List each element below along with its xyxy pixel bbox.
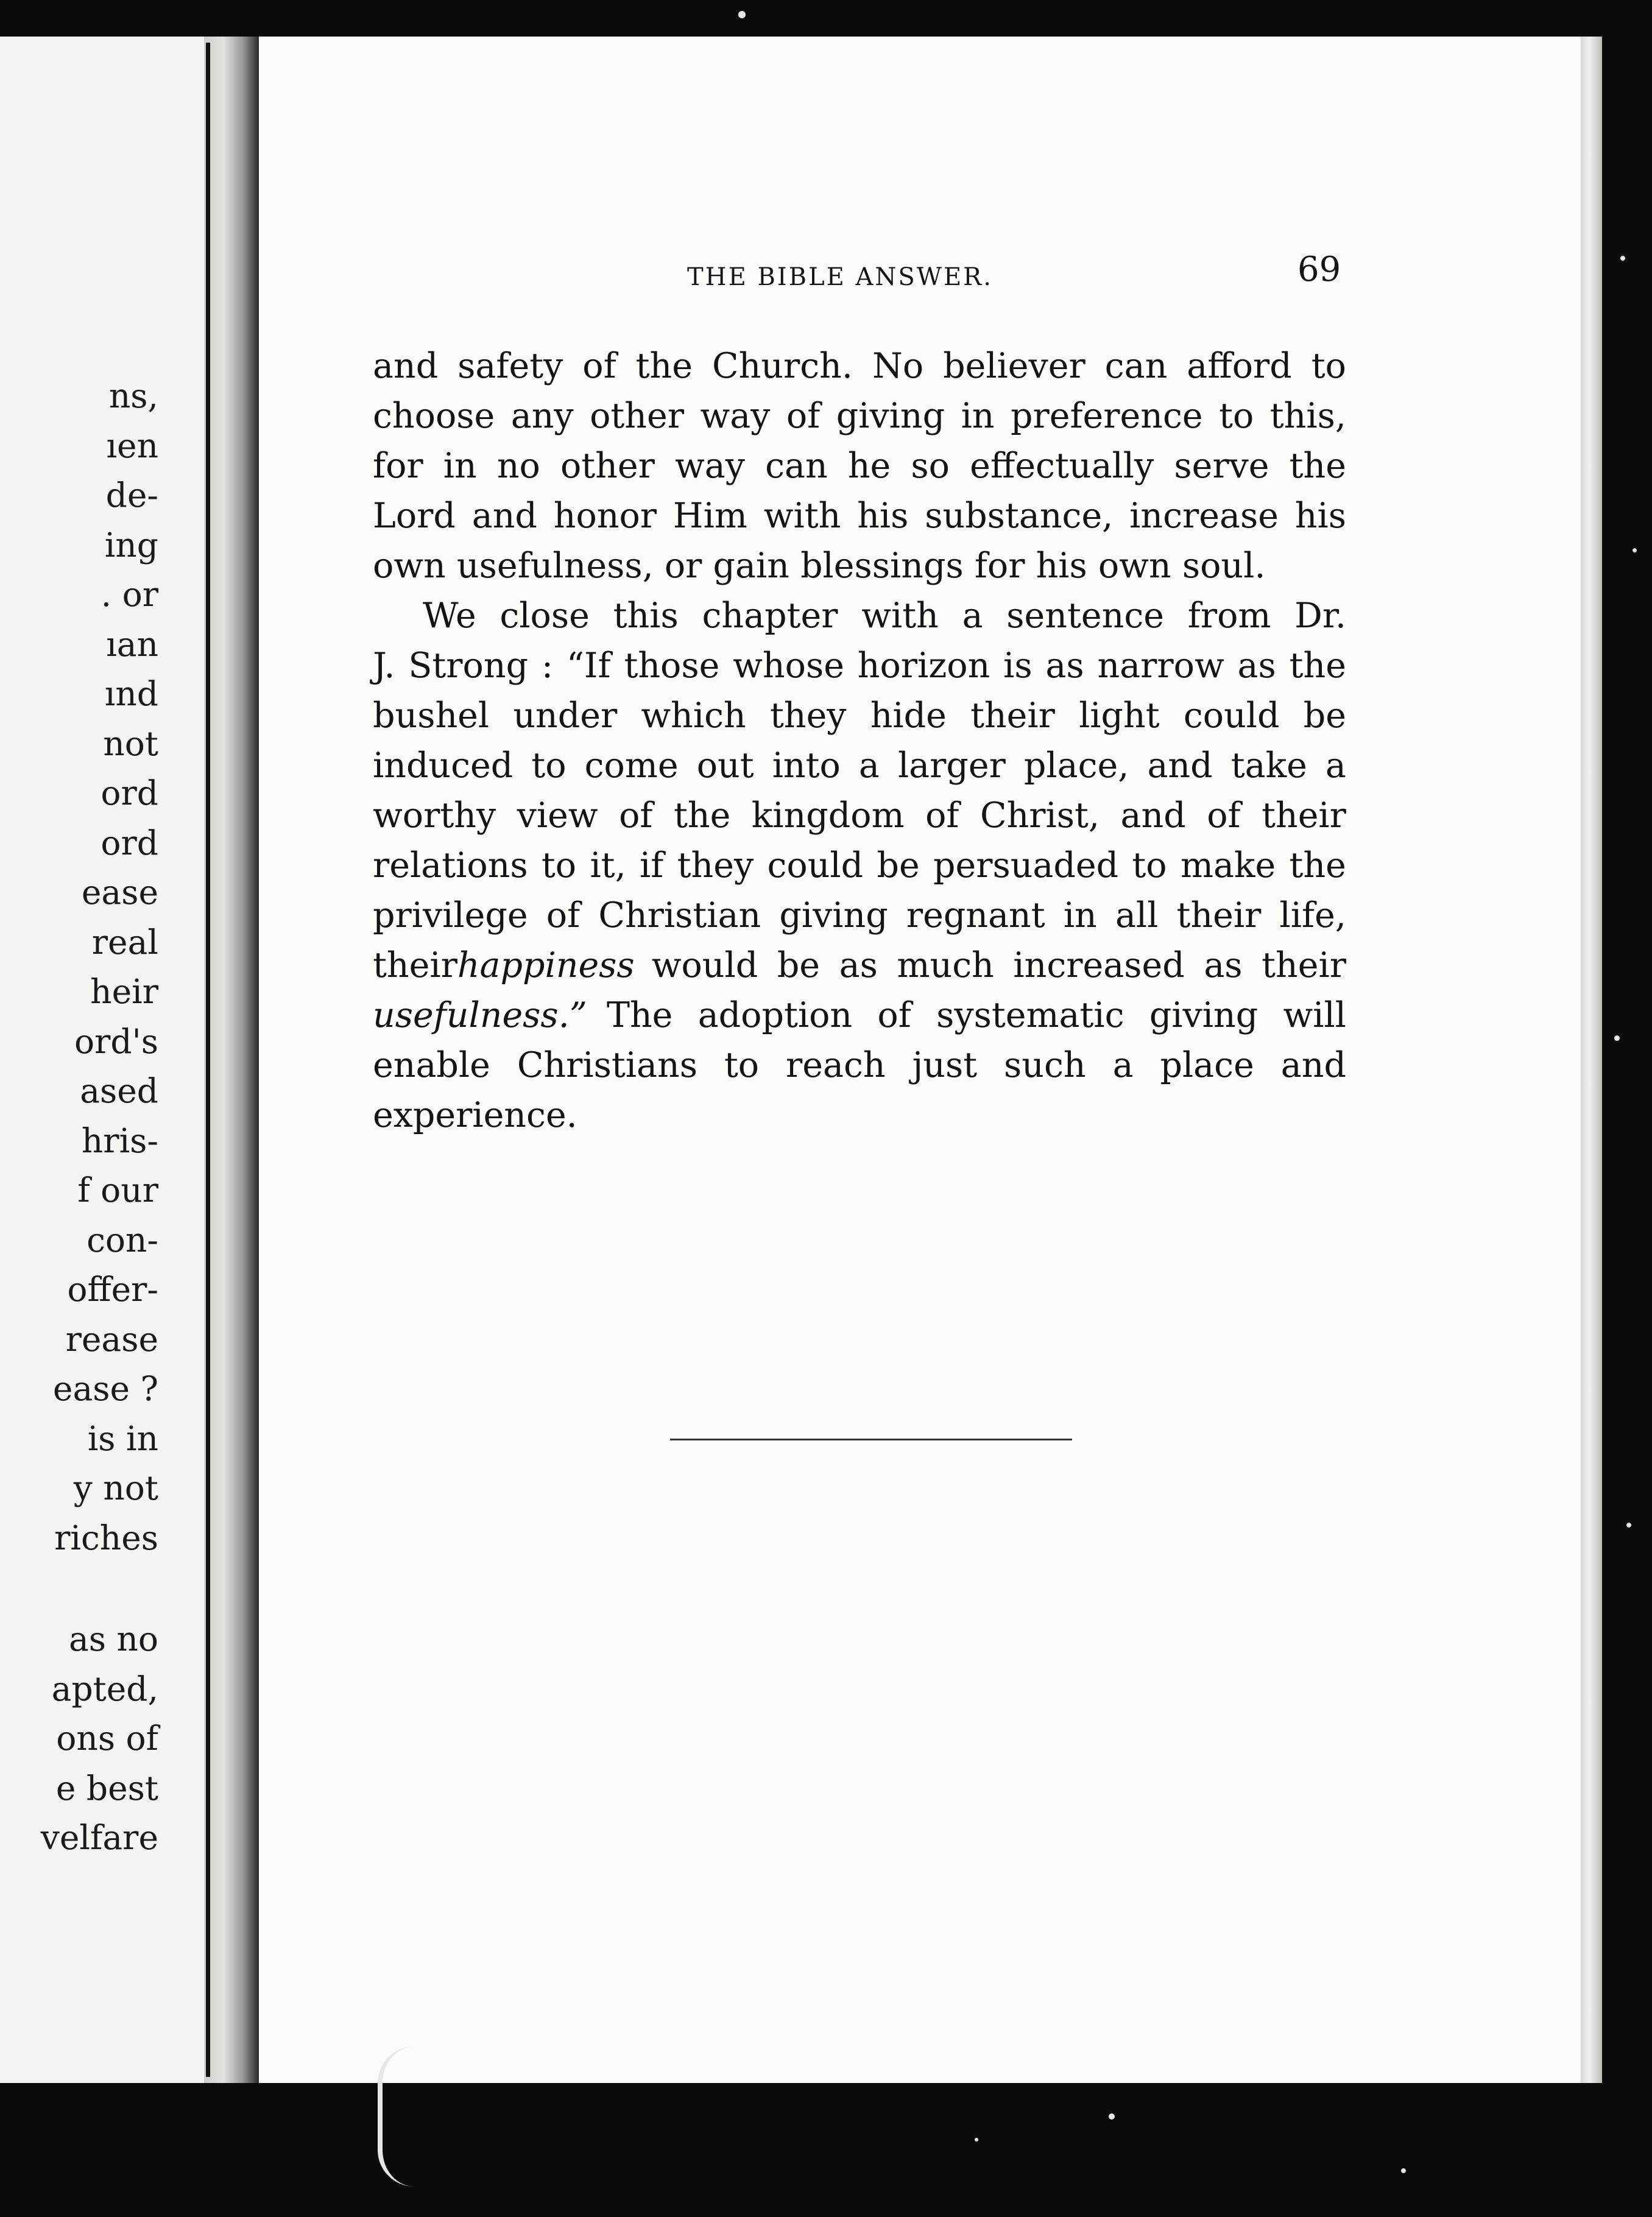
word: such <box>1004 1045 1086 1085</box>
word: hide <box>870 696 947 736</box>
text-line: experience. <box>373 1095 577 1135</box>
word: into <box>772 745 841 786</box>
word: their <box>1262 945 1346 985</box>
word: sentence <box>1006 596 1164 636</box>
text-line <box>373 491 1346 541</box>
word: bushel <box>373 696 490 736</box>
left-fragment-line: . or <box>101 575 158 614</box>
text-line-with-italic <box>373 940 1346 990</box>
left-fragment-line: rease <box>65 1319 158 1359</box>
word: the <box>1289 845 1346 886</box>
word: persuaded <box>933 845 1119 886</box>
scan-speck <box>738 11 746 18</box>
word: to <box>541 845 577 886</box>
word: be <box>1303 696 1346 736</box>
word: all <box>1115 895 1159 936</box>
word: light <box>1079 696 1160 736</box>
word: worthy <box>373 795 496 836</box>
word: the <box>1289 646 1346 686</box>
word: way <box>675 446 745 486</box>
word: giving <box>1149 995 1258 1035</box>
word: they <box>769 696 847 736</box>
word: Strong <box>408 646 529 686</box>
scan-speck <box>1109 2113 1115 2120</box>
word: enable <box>373 1045 490 1085</box>
word: systematic <box>936 995 1124 1035</box>
word: out <box>696 745 754 786</box>
word: privilege <box>373 895 528 936</box>
chapter-end-rule <box>670 1439 1072 1440</box>
word: to <box>1219 396 1254 436</box>
word: a <box>858 745 880 786</box>
word: way <box>700 396 771 436</box>
word: the <box>635 346 693 386</box>
left-fragment-line: ns, <box>108 376 158 415</box>
word: their <box>1262 795 1346 836</box>
word: chapter <box>702 596 838 636</box>
word: his <box>1294 496 1346 536</box>
left-fragment-line: real <box>91 922 158 962</box>
word: they <box>677 845 754 886</box>
text-segment <box>635 940 1346 990</box>
left-fragment-line: hris- <box>81 1121 158 1160</box>
word: the <box>1289 446 1346 486</box>
word: a <box>1325 745 1346 786</box>
left-fragment-line: ased <box>80 1071 158 1110</box>
word: of <box>786 396 821 436</box>
word: substance, <box>925 496 1114 536</box>
text-line <box>373 691 1346 741</box>
word: increase <box>1129 496 1279 536</box>
word: as <box>1204 945 1243 985</box>
text-line <box>373 441 1346 491</box>
word: relations <box>373 845 528 886</box>
left-fragment-line: riches <box>54 1518 158 1557</box>
text-line <box>373 341 1346 391</box>
word: and <box>1147 745 1213 786</box>
left-fragment-line: apted, <box>51 1669 158 1708</box>
word: kingdom <box>751 795 905 836</box>
word: this <box>613 596 679 636</box>
left-fragment-line: ord <box>101 774 158 812</box>
body-text <box>373 341 1346 1140</box>
word: whose <box>733 646 844 686</box>
left-page-text-fragments <box>0 372 158 1863</box>
word: increased <box>1013 945 1185 985</box>
page-edge-shadow <box>1581 37 1602 2083</box>
word: come <box>584 745 679 786</box>
left-fragment-line: con- <box>86 1220 158 1260</box>
word: : <box>541 646 554 686</box>
word: Christian <box>598 895 761 936</box>
word: any <box>510 396 574 436</box>
scan-speck <box>975 2138 978 2141</box>
word: giving <box>779 895 888 936</box>
word: take <box>1230 745 1307 786</box>
word: We <box>423 596 476 636</box>
word: choose <box>373 396 495 436</box>
left-fragment-line: heir <box>90 972 158 1011</box>
text-line <box>373 641 1346 691</box>
word: Christians <box>517 1045 697 1085</box>
word: of <box>877 995 911 1035</box>
left-fragment-line: not <box>103 724 158 763</box>
word: to <box>1132 845 1167 886</box>
scan-speck <box>1614 1035 1620 1041</box>
left-fragment-line: ease ? <box>52 1369 158 1408</box>
gutter-fold-line <box>206 43 210 2077</box>
word: is <box>1003 646 1032 686</box>
left-fragment-line: ord's <box>74 1021 158 1061</box>
word: other <box>590 396 684 436</box>
text-line-with-italic <box>373 990 1346 1040</box>
text-line <box>373 591 1346 641</box>
text-segment: their <box>373 945 457 985</box>
word: view <box>517 795 598 836</box>
word: as <box>839 945 878 985</box>
text-line <box>373 1040 1346 1090</box>
text-segment <box>587 990 1346 1040</box>
paragraph-gap <box>0 1563 158 1615</box>
word: close <box>499 596 590 636</box>
word: giving <box>836 396 945 436</box>
word: The <box>606 995 673 1035</box>
text-line <box>373 791 1346 841</box>
word: larger <box>897 745 1006 786</box>
running-head: THE BIBLE ANSWER. <box>687 263 993 291</box>
left-fragment-line: ease <box>81 873 158 912</box>
left-page <box>0 37 231 2083</box>
word: could <box>767 845 864 886</box>
scan-speck <box>1633 548 1637 552</box>
word: induced <box>373 745 514 786</box>
word: and <box>471 496 537 536</box>
word: as <box>1045 646 1084 686</box>
word: place <box>1160 1045 1254 1085</box>
left-fragment-line: ord <box>101 823 158 862</box>
word: for <box>373 446 423 486</box>
word: preference <box>1010 396 1203 436</box>
italic-word: happiness <box>457 945 635 985</box>
word: can <box>765 446 828 486</box>
page-number: 69 <box>1297 250 1341 289</box>
left-fragment-line: is in <box>87 1419 158 1458</box>
word: in <box>443 446 477 486</box>
word: effectually <box>970 446 1154 486</box>
word: with <box>763 496 841 536</box>
word: he <box>847 446 891 486</box>
word: this, <box>1269 396 1346 436</box>
left-fragment-line: ıen <box>106 426 158 465</box>
word: can <box>1104 346 1168 386</box>
word: a <box>962 596 983 636</box>
word: Lord <box>373 496 456 536</box>
word: if <box>640 845 664 886</box>
word: believer <box>943 346 1085 386</box>
word: so <box>911 446 950 486</box>
word: Him <box>672 496 747 536</box>
scan-artifact-curl <box>378 2046 456 2187</box>
left-fragment-line: f our <box>77 1171 158 1210</box>
text-line <box>373 391 1346 441</box>
word: other <box>560 446 655 486</box>
left-fragment-line: de- <box>105 476 158 515</box>
left-fragment-line: velfare <box>40 1818 158 1857</box>
word: those <box>624 646 720 686</box>
italic-word: usefulness.” <box>373 995 587 1035</box>
word: with <box>861 596 939 636</box>
word: would <box>651 945 758 985</box>
word: of <box>582 346 616 386</box>
word: their <box>970 696 1055 736</box>
word: adoption <box>697 995 853 1035</box>
scan-speck <box>1620 256 1625 261</box>
word: to <box>724 1045 760 1085</box>
word: narrow <box>1097 646 1224 686</box>
word: “If <box>566 646 611 686</box>
left-fragment-line: e best <box>55 1768 158 1808</box>
word: the <box>673 795 731 836</box>
left-fragment-line: y not <box>73 1468 158 1507</box>
left-fragment-line: ınd <box>104 674 158 713</box>
word: in <box>1063 895 1097 936</box>
word: his <box>857 496 909 536</box>
word: of <box>546 895 581 936</box>
word: safety <box>457 346 563 386</box>
word: just <box>912 1045 978 1085</box>
word: serve <box>1174 446 1269 486</box>
word: from <box>1187 596 1271 636</box>
word: will <box>1283 995 1346 1035</box>
text-line <box>373 890 1346 940</box>
word: Christ, <box>980 795 1100 836</box>
word: a <box>1112 1045 1134 1085</box>
word: horizon <box>857 646 990 686</box>
word: no <box>496 446 540 486</box>
word: life, <box>1279 895 1346 936</box>
gutter-shadow <box>204 37 259 2083</box>
word: make <box>1180 845 1276 886</box>
text-line <box>373 841 1346 890</box>
word: be <box>777 945 821 985</box>
word: to <box>1311 346 1346 386</box>
word: to <box>531 745 567 786</box>
word: as <box>1237 646 1276 686</box>
word: be <box>877 845 920 886</box>
word: and <box>1280 1045 1346 1085</box>
word: of <box>1207 795 1241 836</box>
left-fragment-line: ing <box>104 525 158 565</box>
scan-speck <box>1626 1523 1631 1528</box>
word: in <box>961 396 995 436</box>
text-line <box>373 741 1346 791</box>
scan-speck <box>1401 2168 1406 2173</box>
word: regnant <box>906 895 1045 936</box>
word: could <box>1183 696 1280 736</box>
word: place, <box>1023 745 1129 786</box>
word: which <box>641 696 746 736</box>
left-fragment-line: offer- <box>67 1270 158 1309</box>
word: afford <box>1187 346 1292 386</box>
word: their <box>1176 895 1262 936</box>
word: Dr. <box>1294 596 1346 636</box>
word: Church. <box>711 346 853 386</box>
word: J. <box>373 646 395 686</box>
word: of <box>925 795 959 836</box>
word: and <box>373 346 439 386</box>
word: much <box>897 945 994 985</box>
left-fragment-line: as no <box>68 1620 158 1658</box>
word: it, <box>590 845 626 886</box>
left-fragment-line: ıan <box>106 624 158 664</box>
word: of <box>619 795 653 836</box>
word: No <box>872 346 924 386</box>
word: honor <box>553 496 657 536</box>
left-fragment-line: ons of <box>56 1719 158 1758</box>
word: and <box>1120 795 1186 836</box>
word: reach <box>786 1045 886 1085</box>
text-line: own usefulness, or gain blessings for his own soul. <box>373 546 1266 586</box>
word: under <box>513 696 618 736</box>
